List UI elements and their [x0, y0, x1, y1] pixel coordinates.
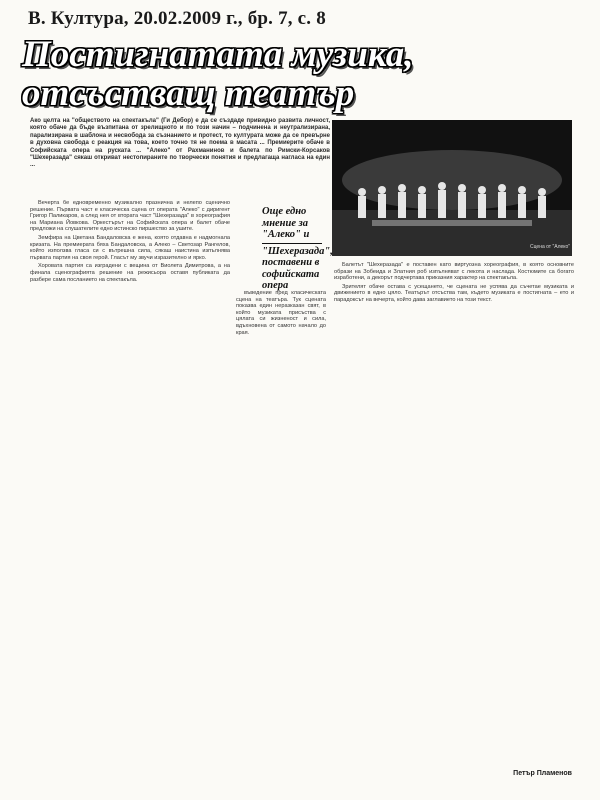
author-signature: Петър Пламенов: [513, 770, 572, 777]
pull-quote: [262, 206, 333, 292]
stage-photo-image: [332, 120, 572, 256]
article-paragraph: Зрителят обаче остава с усещането, че сцената не успява да съчетае музиката и движението в едно цяло. Театърът отсъства там, където музиката е постигната – ето и парадоксът на вечерта, който дава заглавието на този текст.: [334, 283, 574, 303]
article-paragraph: въведение пред класическата сцена на театъра. Тук сцената показва един неразказан свят, в който музиката присъства с цялата си жизненост и сила, вдъхновена от самото начало до края.: [236, 290, 326, 336]
pull-quote-part-2: "Шехеразада", поставени в софийската опера: [262, 245, 333, 291]
stage-photo: [332, 120, 572, 256]
pull-quote-divider: [262, 243, 322, 244]
headline-line-1: Постигнатата музика,: [22, 34, 414, 75]
photo-caption: Сцена от "Алеко": [530, 244, 571, 250]
intro-paragraph: Ако целта на "обществото на спектакъла" (Ги Дебор) е да се създаде привидно развита личност, която обаче да бъде възпитана от зрелищното и по този начин – подчинена и неутрализирана, парализирана в шаблона и несвобода за съзнанието и протест, то културата може да се превърне в духовна свобода с реакция на това, което точно тя не поема в масата ... Премиерите обаче в Софийската опера на руската ... "Алеко" от Рахманинов и балета по Римски-Корсаков "Шехеразада" сякаш откриват нестопираните по творчески понятия и предлагаща нагласа на един ...: [30, 118, 330, 169]
article-column-middle: [236, 290, 326, 755]
article-column-left: [30, 200, 230, 755]
article-paragraph: Вечерта бе едновременно музикално празнична и нелепо сценично решение. Първата част е класическа сцена от операта "Алеко" с диригент Григор Паликаров, а след нея от втората част "Шехеразада" в хореография на Мариана Йовкова. Оркестърът на Софийската опера и балет обаче предложи на слушателите едно истинско пиршество за ушите.: [30, 200, 230, 233]
article-column-right: [334, 262, 574, 757]
article-paragraph: Земфира на Цветана Бандаловска е жена, която отдавна е надмогнала кризата. На премиерата бяха Бандаловска, а Алеко – Светозар Рангелов, който използва гласа си с вътрешна сила, сякаш наистина изпълнява първата партия на своя герой. Гласът му звучи изразително и ярко.: [30, 234, 230, 261]
article-paragraph: Хоровата партия са изградени с вещина от Виолета Димитрова, а на финала сценографията решение на режисьора оставя публиката да разбере сама посланието на спектакъла.: [30, 263, 230, 283]
headline: [22, 36, 592, 112]
pull-quote-part-1: Още едно мнение за "Алеко" и: [262, 206, 310, 240]
article-paragraph: Балетът "Шехеразада" е поставен като виртуозна хореография, в която основните образи на Зобеида и Златния роб изпълняват с лекота и наслада. Костюмите са богато изработени, а декорът подчертава приказния характер на спектакъла.: [334, 262, 574, 282]
headline-line-2: отсъстващ театър: [22, 73, 355, 114]
source-line: В. Култура, 20.02.2009 г., бр. 7, с. 8: [28, 8, 326, 29]
